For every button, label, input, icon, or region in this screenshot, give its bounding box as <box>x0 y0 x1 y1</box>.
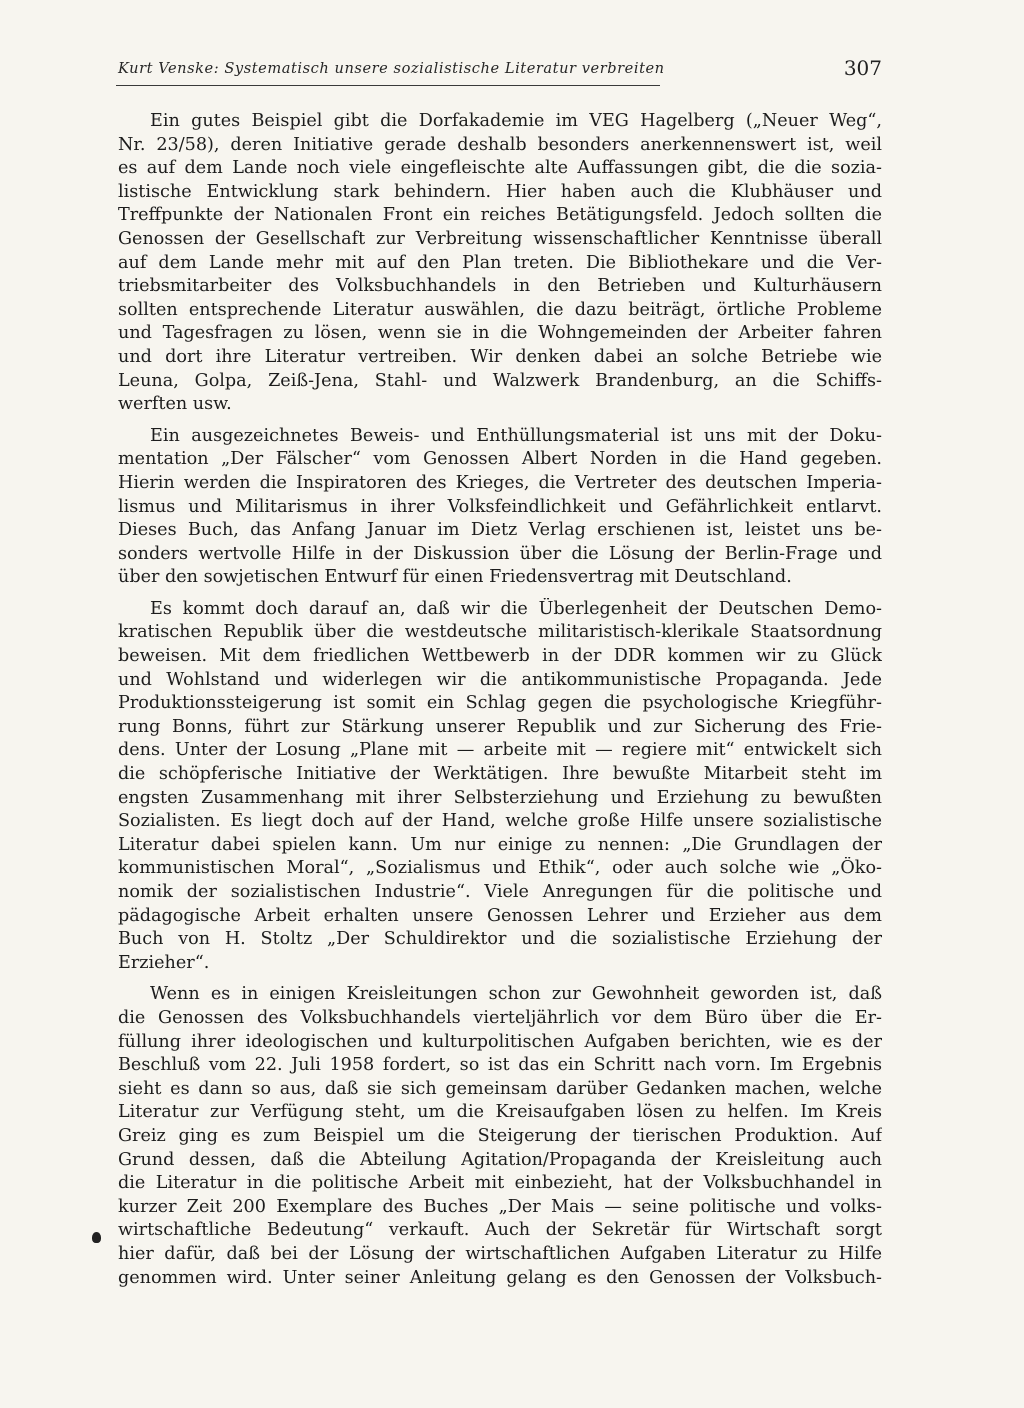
text-line: Treffpunkte der Nationalen Front ein reiches Betätigungsfeld. Jedoch sollten die <box>118 205 882 226</box>
text-line: kratischen Republik über die westdeutsche militaristisch-klerikale Staatsordnung <box>118 622 882 643</box>
text-line: füllung ihrer ideologischen und kulturpolitischen Aufgaben berichten, wie es der <box>118 1031 882 1052</box>
text-line: Ein gutes Beispiel gibt die Dorfakademie im VEG Hagelberg („Neuer Weg“, <box>150 111 882 131</box>
text-line: die schöpferische Initiative der Werktätigen. Ihre bewußte Mitarbeit steht im <box>118 764 882 785</box>
text-line: mentation „Der Fälscher“ vom Genossen Albert Norden in die Hand gegeben. <box>118 449 882 470</box>
body-text <box>118 110 882 1298</box>
text-line: lismus und Militarismus in ihrer Volksfeindlichkeit und Gefährlichkeit entlarvt. <box>118 496 882 517</box>
paragraph <box>118 425 882 590</box>
text-line: Leuna, Golpa, Zeiß-Jena, Stahl- und Walzwerk Brandenburg, an die Schiffs- <box>118 370 882 391</box>
text-line: rung Bonns, führt zur Stärkung unserer Republik und zur Sicherung des Frie- <box>118 716 882 737</box>
ink-speck <box>92 1232 101 1243</box>
text-line: Dieses Buch, das Anfang Januar im Dietz Verlag erschienen ist, leistet uns be- <box>118 520 882 541</box>
text-line: Es kommt doch darauf an, daß wir die Überlegenheit der Deutschen Demo- <box>150 598 882 619</box>
text-line: über den sowjetischen Entwurf für einen Friedensvertrag mit Deutschland. <box>118 567 792 588</box>
running-head: Kurt Venske: Systematisch unsere sozialistische Literatur verbreiten <box>118 60 665 77</box>
text-line: dens. Unter der Losung „Plane mit — arbeite mit — regiere mit“ entwickelt sich <box>118 740 882 761</box>
text-line: Produktionssteigerung ist somit ein Schlag gegen die psychologische Kriegführ- <box>118 693 882 714</box>
text-line: Hierin werden die Inspiratoren des Krieges, die Vertreter des deutschen Imperia- <box>118 472 882 493</box>
text-line: Literatur zur Verfügung steht, um die Kreisaufgaben lösen zu helfen. Im Kreis <box>118 1102 882 1123</box>
text-line: kurzer Zeit 200 Exemplare des Buches „Der Mais — seine politische und volks- <box>118 1196 882 1217</box>
header-rule <box>116 85 660 86</box>
text-line: und Tagesfragen zu lösen, wenn sie in die Wohngemeinden der Arbeiter fahren <box>118 323 882 344</box>
paragraph <box>118 110 882 417</box>
text-line: Genossen der Gesellschaft zur Verbreitung wissenschaftlicher Kenntnisse überall <box>118 228 882 249</box>
paragraph <box>118 598 882 976</box>
text-line: Sozialisten. Es liegt doch auf der Hand, welche große Hilfe unsere sozialistische <box>118 811 882 832</box>
page-number: 307 <box>843 56 882 80</box>
text-line: beweisen. Mit dem friedlichen Wettbewerb in der DDR kommen wir zu Glück <box>118 646 882 667</box>
text-line: Erzieher“. <box>118 952 210 973</box>
text-line: genommen wird. Unter seiner Anleitung gelang es den Genossen der Volksbuch- <box>118 1267 882 1288</box>
text-line: sollten entsprechende Literatur auswählen, die dazu beiträgt, örtliche Probleme <box>118 299 882 320</box>
text-line: hier dafür, daß bei der Lösung der wirtschaftlichen Aufgaben Literatur zu Hilfe <box>118 1243 882 1264</box>
text-line: auf dem Lande mehr mit auf den Plan treten. Die Bibliothekare und die Ver- <box>118 252 882 273</box>
text-line: sieht es dann so aus, daß sie sich gemeinsam darüber Gedanken machen, welche <box>118 1078 882 1099</box>
text-line: Ein ausgezeichnetes Beweis- und Enthüllungsmaterial ist uns mit der Doku- <box>150 425 882 446</box>
text-line: listische Entwicklung stark behindern. Hier haben auch die Klubhäuser und <box>118 181 882 202</box>
paragraph <box>118 983 882 1290</box>
text-line: es auf dem Lande noch viele eingefleischte alte Auffassungen gibt, die die sozia- <box>118 158 882 179</box>
text-line: die Literatur in die politische Arbeit mit einbezieht, hat der Volksbuchhandel in <box>118 1173 882 1194</box>
text-line: Wenn es in einigen Kreisleitungen schon zur Gewohnheit geworden ist, daß <box>150 984 882 1005</box>
text-line: triebsmitarbeiter des Volksbuchhandels in den Betrieben und Kulturhäusern <box>118 276 882 297</box>
text-line: Literatur dabei spielen kann. Um nur einige zu nennen: „Die Grundlagen der <box>118 834 882 855</box>
text-line: und dort ihre Literatur vertreiben. Wir denken dabei an solche Betriebe wie <box>118 346 882 367</box>
text-line: Beschluß vom 22. Juli 1958 fordert, so ist das ein Schritt nach vorn. Im Ergebnis <box>118 1055 882 1076</box>
text-line: wirtschaftliche Bedeutung“ verkauft. Auch der Sekretär für Wirtschaft sorgt <box>118 1220 882 1241</box>
text-line: nomik der sozialistischen Industrie“. Viele Anregungen für die politische und <box>118 882 882 902</box>
text-line: engsten Zusammenhang mit ihrer Selbsterziehung und Erziehung zu bewußten <box>118 787 882 808</box>
text-line: Buch von H. Stoltz „Der Schuldirektor und die sozialistische Erziehung der <box>118 929 882 950</box>
text-line: Greiz ging es zum Beispiel um die Steigerung der tierischen Produktion. Auf <box>118 1125 882 1146</box>
text-line: sonders wertvolle Hilfe in der Diskussion über die Lösung der Berlin-Frage und <box>118 543 882 564</box>
text-line: Grund dessen, daß die Abteilung Agitation/Propaganda der Kreisleitung auch <box>118 1149 882 1170</box>
text-line: die Genossen des Volksbuchhandels vierteljährlich vor dem Büro über die Er- <box>118 1007 882 1028</box>
text-line: werften usw. <box>118 394 232 415</box>
text-line: und Wohlstand und widerlegen wir die antikommunistische Propaganda. Jede <box>118 669 882 690</box>
text-line: kommunistischen Moral“, „Sozialismus und Ethik“, oder auch solche wie „Öko- <box>118 858 882 879</box>
text-line: Nr. 23/58), deren Initiative gerade deshalb besonders anerkennenswert ist, weil <box>118 134 882 155</box>
page-header <box>118 56 886 86</box>
text-line: pädagogische Arbeit erhalten unsere Genossen Lehrer und Erzieher aus dem <box>118 905 882 926</box>
